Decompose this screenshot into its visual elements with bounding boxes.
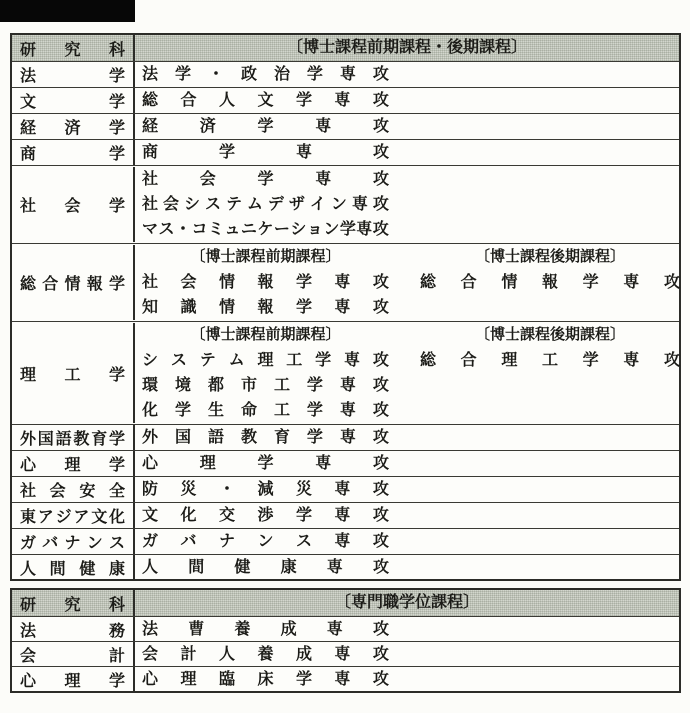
program-line: 法 学 ・ 政 治 学 専 攻 (142, 66, 389, 83)
school-name-cell (12, 114, 135, 139)
school-name-cell (12, 667, 135, 691)
table-row-governance (12, 528, 679, 554)
school-name: 総 合 情 報 学 (20, 276, 125, 293)
table-row-economics (12, 113, 679, 139)
school-name-cell (12, 642, 135, 666)
school-name: 経 済 学 (20, 120, 125, 137)
program-line: 知 識 情 報 学 専 攻 (142, 299, 389, 316)
program-line: 心 理 学 専 攻 (142, 455, 389, 472)
school-name: 人 間 健 康 (20, 560, 125, 578)
school-name: 社 会 安 全 (20, 483, 125, 500)
header-program-cell (135, 35, 679, 61)
program-list-cell (135, 167, 679, 242)
program-line: マ ス ・ コ ミ ュ ニ ケ ー シ ョ ン 学 専 攻 (142, 221, 389, 238)
stage-columns (142, 323, 679, 423)
program-line: 社 会 学 専 攻 (142, 171, 389, 188)
table-row-clinical-psychology (12, 666, 679, 691)
school-name: 心 理 学 (20, 672, 125, 690)
school-name-cell (12, 323, 135, 423)
table-header-row (12, 590, 679, 616)
school-name: 会 計 (20, 647, 125, 665)
school-name: 商 学 (20, 146, 125, 163)
program-list-cell (135, 667, 679, 691)
program-line: 総 合 情 報 学 専 攻 (420, 274, 680, 291)
school-name: 外 国 語 教 育 学 (20, 431, 125, 448)
early-stage-label: 〔博士課程前期課程〕 (190, 249, 341, 265)
program-list-cell (135, 323, 679, 423)
program-line: 外 国 語 教 育 学 専 攻 (142, 429, 389, 446)
school-name: 東 ア ジ ア 文 化 (20, 509, 125, 526)
program-line: 心 理 臨 床 学 専 攻 (142, 670, 389, 688)
program-line: 会 計 人 養 成 専 攻 (142, 645, 389, 663)
early-stage-label: 〔博士課程前期課程〕 (190, 327, 341, 343)
professional-programs-table (10, 588, 681, 693)
program-line: 商 学 専 攻 (142, 144, 389, 161)
school-name: 社 会 学 (20, 198, 125, 215)
program-line: 法 曹 養 成 専 攻 (142, 620, 389, 638)
stage-columns (142, 245, 679, 320)
program-line: 総 合 理 工 学 専 攻 (420, 352, 680, 369)
school-name-cell (12, 451, 135, 476)
doctoral-programs-table (10, 33, 681, 581)
program-line: 化 学 生 命 工 学 専 攻 (142, 402, 389, 419)
late-stage-block (420, 323, 680, 373)
school-name: 理 工 学 (20, 366, 125, 384)
program-list-cell (135, 617, 679, 641)
program-line: ガ バ ナ ン ス 専 攻 (142, 533, 389, 550)
table-row-letters (12, 87, 679, 113)
header-program-cell (135, 590, 679, 616)
late-stage-label: 〔博士課程後期課程〕 (474, 327, 625, 343)
school-name-cell (12, 425, 135, 450)
program-line: 人 間 健 康 専 攻 (142, 558, 389, 576)
school-name: 法 学 (20, 68, 125, 85)
school-name-cell (12, 617, 135, 641)
table-row-east-asian (12, 502, 679, 528)
program-list-cell (135, 477, 679, 502)
school-name-cell (12, 140, 135, 165)
late-stage-block (420, 245, 680, 295)
table-row-foreign-language (12, 424, 679, 450)
early-stage-block (142, 323, 389, 423)
school-name-cell (12, 477, 135, 502)
header-school-cell (12, 590, 135, 616)
table-row-human-health (12, 554, 679, 579)
table-row-informatics (12, 243, 679, 321)
program-line: シ ス テ ム 理 工 学 専 攻 (142, 352, 389, 369)
table-row-science-engineering (12, 321, 679, 424)
program-list-cell (135, 451, 679, 476)
school-name: ガ バ ナ ン ス (20, 535, 125, 552)
program-line: 総 合 人 文 学 専 攻 (142, 92, 389, 109)
school-name: 心 理 学 (20, 457, 125, 474)
program-line: 文 化 交 渉 学 専 攻 (142, 507, 389, 524)
header-school-cell (12, 35, 135, 61)
program-line: 経 済 学 専 攻 (142, 118, 389, 135)
school-name: 文 学 (20, 94, 125, 111)
table-row-psychology (12, 450, 679, 476)
school-name-cell (12, 88, 135, 113)
program-list-cell (135, 425, 679, 450)
program-line: 防 災 ・ 減 災 専 攻 (142, 481, 389, 498)
header-program-label: 〔専門職学位課程〕 (334, 594, 479, 611)
early-stage-block (142, 245, 389, 320)
header-program-label: 〔博士課程前期課程・後期課程〕 (286, 39, 527, 56)
table-row-societal-safety (12, 476, 679, 502)
program-line: 環 境 都 市 工 学 専 攻 (142, 377, 389, 394)
program-line: 社 会 シ ス テ ム デ ザ イ ン 専 攻 (142, 196, 389, 213)
table-row-law-school (12, 616, 679, 641)
school-name-cell (12, 529, 135, 554)
program-list-cell (135, 503, 679, 528)
program-line: 社 会 情 報 学 専 攻 (142, 274, 389, 291)
school-name-cell (12, 167, 135, 242)
program-list-cell (135, 555, 679, 579)
table-row-accountancy (12, 641, 679, 666)
program-list-cell (135, 245, 679, 320)
table-row-law (12, 61, 679, 87)
program-list-cell (135, 642, 679, 666)
program-list-cell (135, 529, 679, 554)
school-name-cell (12, 555, 135, 579)
header-school-label: 研 究 科 (20, 596, 125, 614)
program-list-cell (135, 140, 679, 165)
program-list-cell (135, 114, 679, 139)
header-school-label: 研 究 科 (20, 41, 125, 59)
table-row-sociology (12, 165, 679, 243)
school-name-cell (12, 245, 135, 320)
school-name-cell (12, 503, 135, 528)
school-name-cell (12, 62, 135, 87)
table-header-row (12, 35, 679, 61)
late-stage-label: 〔博士課程後期課程〕 (474, 249, 625, 265)
school-name: 法 務 (20, 622, 125, 640)
program-list-cell (135, 62, 679, 87)
redacted-heading-block (0, 0, 135, 22)
program-list-cell (135, 88, 679, 113)
table-row-commerce (12, 139, 679, 165)
